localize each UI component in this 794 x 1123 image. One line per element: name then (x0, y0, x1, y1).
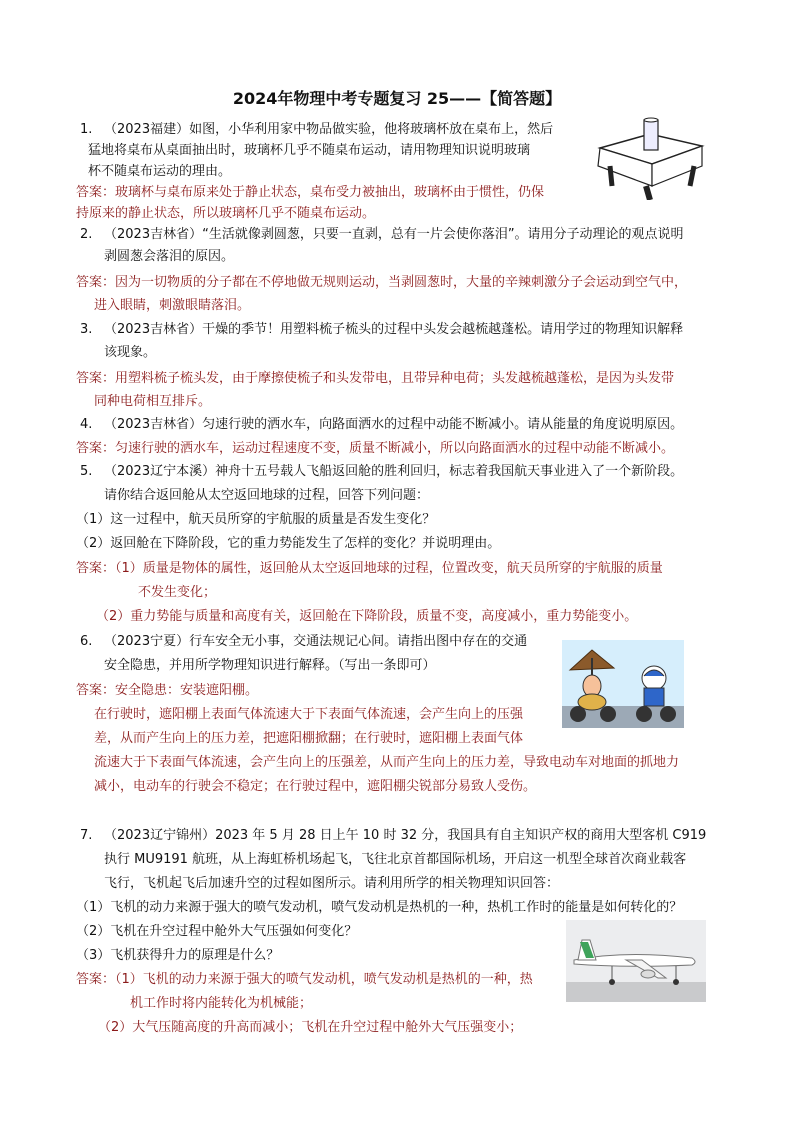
q1-answer-1: 答案：玻璃杯与桌布原来处于静止状态，桌布受力被抽出，玻璃杯由于惯性，仍保 (76, 185, 545, 200)
q7-line-2: 执行 MU9191 航班，从上海虹桥机场起飞，飞往北京首都国际机场，开启这一机型全球首次商业载客 (104, 852, 687, 867)
q2-answer-2: 进入眼睛，刺激眼睛落泪。 (94, 298, 251, 313)
q3-line-2: 该现象。 (104, 345, 157, 360)
q2-answer-1: 答案：因为一切物质的分子都在不停地做无规则运动，当剥圆葱时，大量的辛辣刺激分子会运动到空气中， (76, 275, 688, 290)
q6-answer-4: 流速大于下表面气体流速，会产生向上的压强差，从而产生向上的压力差，导致电动车对地面的抓地力 (94, 755, 680, 770)
q2-line-1: （2023吉林省）“生活就像剥圆葱，只要一直剥，总有一片会使你落泪”。请用分子动理论的观点说明 (104, 227, 684, 242)
q4-number: 4. (80, 417, 93, 432)
q1-number: 1. (80, 122, 93, 137)
q6-answer-1: 答案：安全隐患：安装遮阳棚。 (76, 683, 259, 698)
q7-sub-2: （2）飞机在升空过程中舱外大气压强如何变化？ (76, 924, 358, 939)
page-title: 2024年物理中考专题复习 25——【简答题】 (232, 89, 562, 108)
q5-sub-1: （1）这一过程中，航天员所穿的宇航服的质量是否发生变化？ (76, 512, 436, 527)
q2-number: 2. (80, 227, 93, 242)
q3-answer-2: 同种电荷相互排斥。 (94, 394, 212, 409)
q5-number: 5. (80, 464, 93, 479)
q4-answer-1: 答案：匀速行驶的洒水车，运动过程速度不变，质量不断减小，所以向路面洒水的过程中动能不断减小。 (76, 441, 675, 456)
q1-line-3: 杯不随桌布运动的理由。 (88, 164, 232, 179)
q7-line-1: （2023辽宁锦州）2023 年 5 月 28 日上午 10 时 32 分，我国具有自主知识产权的商用大型客机 C919 (104, 828, 707, 843)
q3-number: 3. (80, 322, 93, 337)
q1-answer-2: 持原来的静止状态，所以玻璃杯几乎不随桌布运动。 (76, 206, 376, 221)
q6-number: 6. (80, 634, 93, 649)
q7-answer-2: 机工作时将内能转化为机械能； (130, 996, 313, 1011)
q6-answer-5: 减小，电动车的行驶会不稳定；在行驶过程中，遮阳棚尖锐部分易致人受伤。 (94, 779, 537, 794)
q7-sub-1: （1）飞机的动力来源于强大的喷气发动机，喷气发动机是热机的一种，热机工作时的能量是如何转化的？ (76, 900, 683, 915)
q1-line-2: 猛地将桌布从桌面抽出时，玻璃杯几乎不随桌布运动，请用物理知识说明玻璃 (88, 143, 531, 158)
q5-line-1: （2023辽宁本溪）神舟十五号载人飞船返回舱的胜利回归，标志着我国航天事业进入了一个新阶段。 (104, 464, 684, 479)
q6-line-2: 安全隐患，并用所学物理知识进行解释。（写出一条即可） (104, 658, 436, 673)
q2-line-2: 剥圆葱会落泪的原因。 (104, 249, 235, 264)
q1-line-1: （2023福建）如图，小华利用家中物品做实验，他将玻璃杯放在桌布上，然后 (104, 122, 554, 137)
q7-answer-3: （2）大气压随高度的升高而减小；飞机在升空过程中舱外大气压强变小； (98, 1020, 523, 1035)
q6-answer-2: 在行驶时，遮阳棚上表面气体流速大于下表面气体流速，会产生向上的压强 (94, 707, 524, 722)
q7-sub-3: （3）飞机获得升力的原理是什么？ (76, 948, 280, 963)
q3-line-1: （2023吉林省）干燥的季节！用塑料梳子梳头的过程中头发会越梳越蓬松。请用学过的物理知识解释 (104, 322, 684, 337)
q7-number: 7. (80, 828, 93, 843)
q5-sub-2: （2）返回舱在下降阶段，它的重力势能发生了怎样的变化？并说明理由。 (76, 536, 501, 551)
q5-answer-1: 答案：（1）质量是物体的属性，返回舱从太空返回地球的过程，位置改变，航天员所穿的宇航服的质量 (76, 561, 663, 576)
q6-answer-3: 差，从而产生向上的压力差，把遮阳棚掀翻；在行驶时，遮阳棚上表面气体 (94, 731, 524, 746)
q5-answer-3: （2）重力势能与质量和高度有关，返回舱在下降阶段，质量不变，高度减小，重力势能变小。 (96, 609, 638, 624)
q5-answer-2: 不发生变化； (138, 585, 217, 600)
q6-line-1: （2023宁夏）行车安全无小事，交通法规记心间。请指出图中存在的交通 (104, 634, 528, 649)
c919-airplane-photo (566, 920, 706, 1002)
q3-answer-1: 答案：用塑料梳子梳头发，由于摩擦使梳子和头发带电，且带异种电荷；头发越梳越蓬松，是因为头发带 (76, 371, 675, 386)
scooter-umbrella-cartoon (562, 640, 684, 728)
q5-line-2: 请你结合返回舱从太空返回地球的过程，回答下列问题： (104, 488, 430, 503)
q7-line-3: 飞行，飞机起飞后加速升空的过程如图所示。请利用所学的相关物理知识回答： (104, 876, 560, 891)
q7-answer-1: 答案：（1）飞机的动力来源于强大的喷气发动机，喷气发动机是热机的一种，热 (76, 972, 533, 987)
q4-line-1: （2023吉林省）匀速行驶的洒水车，向路面洒水的过程中动能不断减小。请从能量的角度说明原因。 (104, 417, 684, 432)
table-glass-figure (590, 116, 708, 200)
